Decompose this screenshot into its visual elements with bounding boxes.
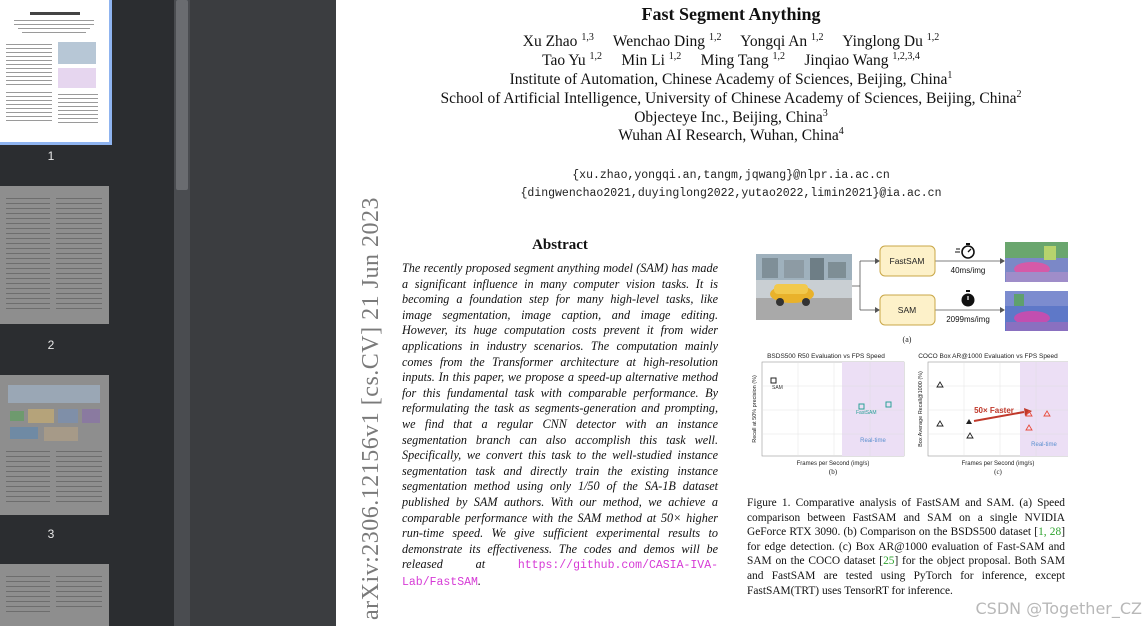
fastsam-time: 40ms/img: [950, 266, 986, 275]
abstract-url-link[interactable]: https://github.com/CASIA-IVA-Lab/FastSAM: [402, 559, 718, 589]
arrow-to-fastsam-output: [1000, 258, 1005, 264]
arxiv-stamp: arXiv:2306.12156v1 [cs.CV] 21 Jun 2023: [358, 197, 384, 620]
chart-b-realtime-label: Real-time: [860, 438, 886, 444]
slow-stopwatch-icon: [962, 290, 975, 307]
fastsam-label: FastSAM: [889, 256, 925, 266]
sam-label: SAM: [897, 305, 917, 315]
authors-line-2: Tao Yu $^{1,2}$ Min Li $^{1,2}$ Ming Tang $^{1,2}$ Jinqiao Wang $^{1,2,3,4}$: [542, 51, 920, 70]
fastsam-output-photo: [1005, 242, 1068, 282]
authors-line-1: Xu Zhao $^{1,3}$ Wenchao Ding $^{1,2}$ Yongqi An $^{1,2}$ Yinglong Du $^{1,2}$: [522, 32, 940, 51]
caption-part-3: ] for the object proposal. Both SAM and FastSAM are tested using PyTorch for inference, except FastSAM(TRT) uses TensorRT for inference.: [747, 555, 1065, 597]
thumbnail-sidebar: [0, 0, 174, 626]
page-number-1: 1: [47, 149, 55, 163]
page-number-3: 3: [47, 527, 55, 541]
chart-c-faster-label: 50× Faster: [974, 406, 1014, 415]
arrow-to-fastsam: [875, 258, 880, 264]
page-number-2: 2: [47, 338, 55, 352]
chart-b-xlabel: Frames per Second (img/s): [796, 461, 870, 467]
chart-c-realtime-label: Real-time: [1031, 442, 1057, 448]
arrow-to-sam-output: [1000, 307, 1005, 313]
caption-part-2: ] for edge detection. (c) Box AR@1000 evaluation of Fast-SAM and SAM on the COCO dataset [: [747, 526, 1065, 568]
chart-c-xlabel: Frames per Second (img/s): [961, 461, 1035, 467]
sam-time: 2099ms/img: [946, 315, 990, 324]
input-photo: [756, 254, 852, 320]
csdn-watermark: CSDN @Together_CZ: [975, 599, 1142, 618]
chart-b-fastsam-label: FastSAM: [856, 410, 877, 416]
page-thumbnail-4[interactable]: [0, 564, 109, 626]
paper-title: Fast Segment Anything: [641, 4, 821, 24]
document-page: [336, 0, 1146, 626]
figure-1: [744, 236, 1068, 616]
abstract-text: The recently proposed segment anything model (SAM) has made a significant influence in many computer vision tasks. It is becoming a foundation step for many high-level tasks, like image segmentation, image caption, and image editing. However, its huge computation costs prevent it from wider applications in industry scenarios. The computation mainly comes from the Transformer architecture at high-resolution inputs. In this paper, we propose a speed-up alternative method for this fundamental task with comparable performance. By reformulating the task as segments-generation and prompting, we find that a regular CNN detector with an instance segmentation branch can also accomplish this task well. Specifically, we convert this task to the well-studied instance segmentation task and directly train the existing instance segmentation method using only 1/50 of the SA-1B dataset published by SAM authors. With our method, we achieve a comparable performance with the SAM method at 50× higher run-time speed. We give sufficient experimental results to demonstrate its effectiveness. The codes and demos will be released at https://github.com/CASIA-IVA-Lab/FastSAM.: [402, 261, 718, 589]
chart-b-sam-label: SAM: [772, 385, 783, 391]
figure-1-graphic: [744, 236, 1068, 492]
affiliation-1: Institute of Automation, Chinese Academy of Sciences, Beijing, China$^1$: [509, 70, 953, 89]
page-thumbnail-2[interactable]: [0, 186, 109, 324]
page-thumbnail-3[interactable]: [0, 375, 109, 515]
figure-caption: [747, 496, 1065, 598]
chart-c-title: COCO Box AR@1000 Evaluation vs FPS Speed: [918, 353, 1058, 360]
panel-c-label: (c): [994, 468, 1002, 476]
caption-ref-1[interactable]: 1, 28: [1038, 526, 1062, 539]
affiliation-2: School of Artificial Intelligence, University of Chinese Academy of Sciences, Beijing, China$^2$: [440, 89, 1022, 108]
chart-b-title: BSDS500 R50 Evaluation vs FPS Speed: [767, 353, 885, 360]
sam-output-photo: [1005, 291, 1068, 331]
email-line-1: {xu.zhao,yongqi.an,tangm,jqwang}@nlpr.ia.ac.cn: [572, 169, 890, 182]
abstract-heading: Abstract: [532, 237, 588, 253]
chart-b-ylabel: Recall at 50% precision (%): [752, 375, 758, 443]
panel-a-label: (a): [902, 335, 912, 344]
caption-part-1: Figure 1. Comparative analysis of FastSAM and SAM. (a) Speed comparison between FastSAM and SAM on a single NVIDIA GeForce RTX 3090. (b) Comparison on the BSDS500 dataset [: [747, 497, 1065, 539]
caption-ref-2[interactable]: 25: [883, 555, 895, 568]
email-line-2: {dingwenchao2021,duyinglong2022,yutao2022,limin2021}@ia.ac.cn: [520, 187, 942, 200]
affiliation-3: Objecteye Inc., Beijing, China$^3$: [634, 108, 828, 127]
arrow-to-sam: [875, 307, 880, 313]
sidebar-scrollbar-thumb[interactable]: [176, 0, 188, 190]
page-thumbnail-1[interactable]: [0, 0, 109, 142]
chart-c-ylabel: Box Average Recall@1000 (%): [918, 371, 924, 447]
abstract-body-text: The recently proposed segment anything model (SAM) has made a significant influence in many computer vision tasks. It is becoming a foundation step for many high-level tasks, like image segmentation, image caption, and image editing. However, its huge computation costs prevent it from wider applications in industry scenarios. The computation mainly comes from the Transformer architecture at high-resolution inputs. In this paper, we propose a speed-up alternative method for this fundamental task with comparable performance. By reformulating the task as segments-generation and prompting, we find that a regular CNN detector with an instance segmentation branch can also accomplish this task well. Specifically, we convert this task to the well-studied instance segmentation task and directly train the existing instance segmentation method using only 1/50 of the SA-1B dataset published by SAM authors. With our method, we achieve a comparable performance with the SAM method at 50× higher run-time speed. We give sufficient experimental results to demonstrate its effectiveness. The codes and demos will be released at: [402, 261, 718, 572]
fast-stopwatch-icon: [955, 243, 974, 258]
panel-b-label: (b): [828, 468, 838, 476]
affiliation-4: Wuhan AI Research, Wuhan, China$^4$: [618, 126, 844, 145]
